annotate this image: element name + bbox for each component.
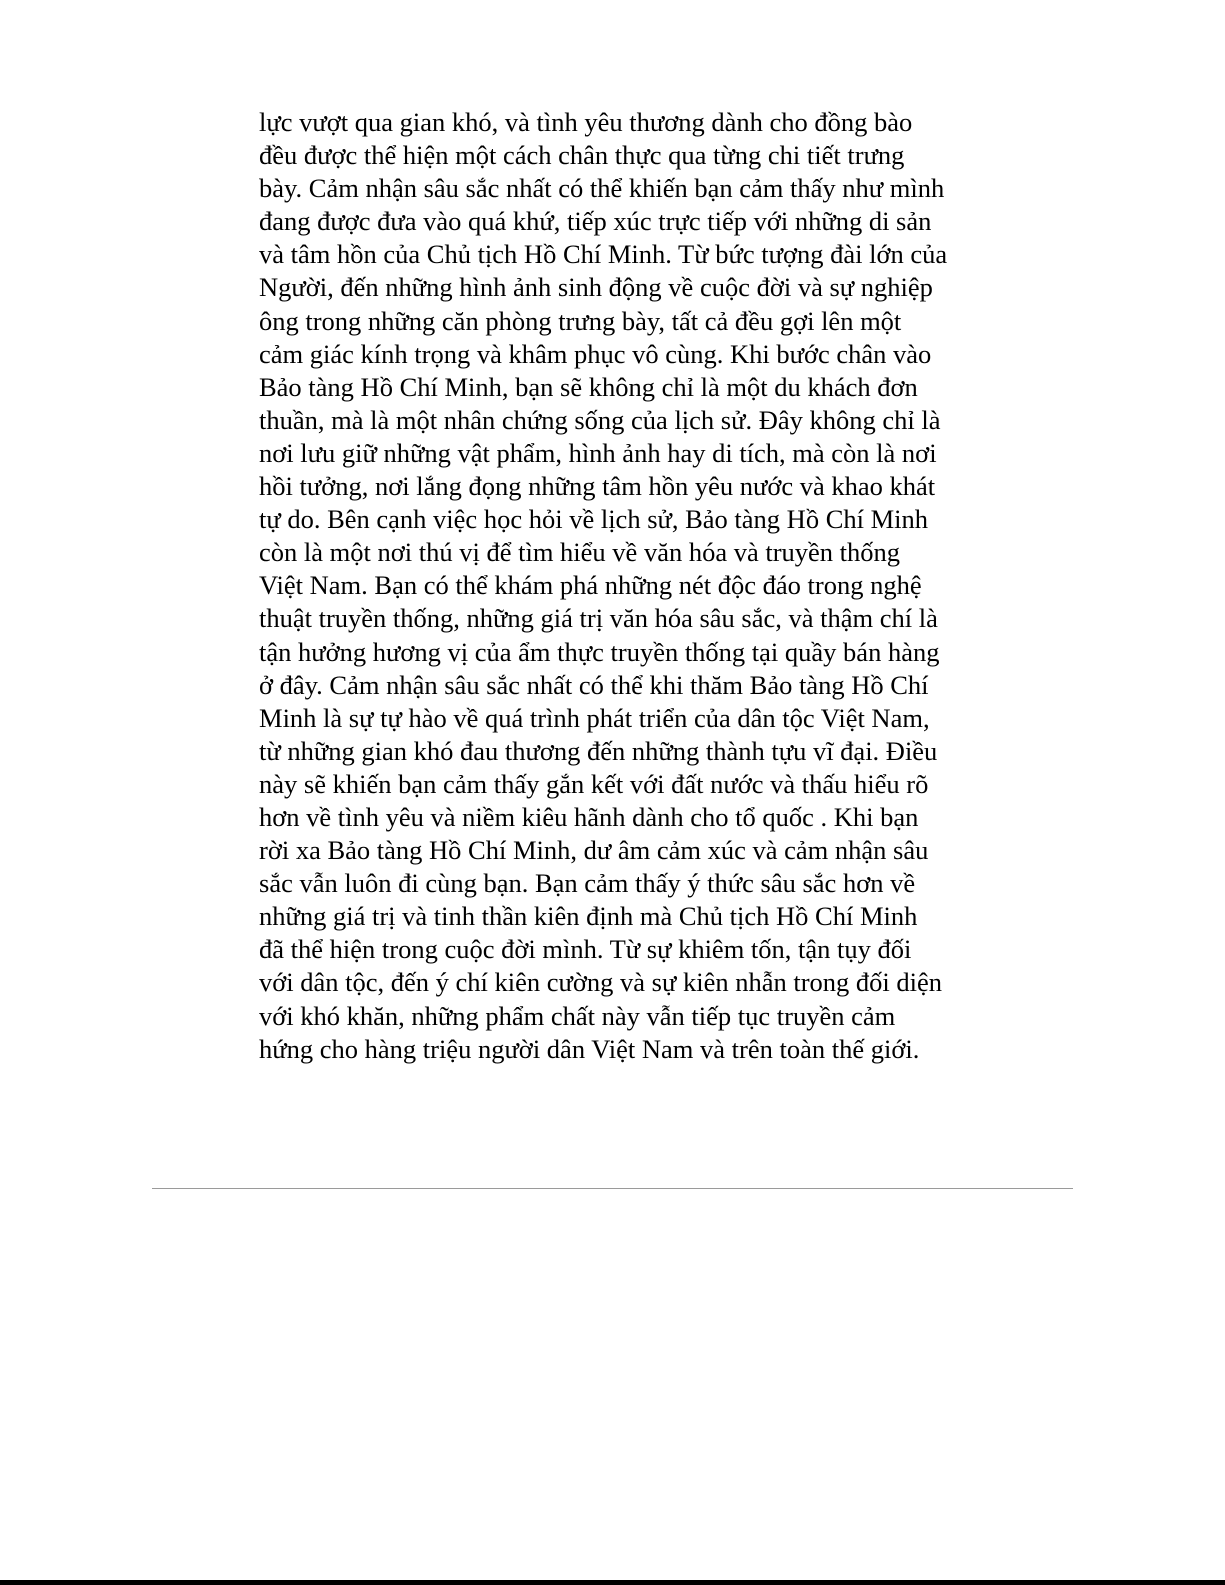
text-line: từ những gian khó đau thương đến những thành tựu vĩ đại. Điều bbox=[259, 735, 938, 766]
text-line: với khó khăn, những phẩm chất này vẫn tiếp tục truyền cảm bbox=[259, 1000, 896, 1031]
text-line: rời xa Bảo tàng Hồ Chí Minh, dư âm cảm xúc và cảm nhận sâu bbox=[259, 835, 929, 866]
text-line: hồi tưởng, nơi lắng đọng những tâm hồn yêu nước và khao khát bbox=[259, 471, 936, 502]
text-line: hứng cho hàng triệu người dân Việt Nam và trên toàn thế giới. bbox=[259, 1033, 920, 1064]
text-line: ông trong những căn phòng trưng bày, tất cả đều gợi lên một bbox=[259, 305, 902, 336]
bottom-edge-bar bbox=[0, 1580, 1225, 1585]
text-line: Việt Nam. Bạn có thể khám phá những nét độc đáo trong nghệ bbox=[259, 570, 922, 601]
text-line: đều được thể hiện một cách chân thực qua từng chi tiết trưng bbox=[259, 140, 905, 171]
text-line: ở đây. Cảm nhận sâu sắc nhất có thể khi thăm Bảo tàng Hồ Chí bbox=[259, 669, 929, 700]
text-line: thuật truyền thống, những giá trị văn hóa sâu sắc, và thậm chí là bbox=[259, 603, 938, 634]
text-line: nơi lưu giữ những vật phẩm, hình ảnh hay di tích, mà còn là nơi bbox=[259, 437, 937, 468]
text-line: lực vượt qua gian khó, và tình yêu thương dành cho đồng bào bbox=[259, 107, 913, 137]
text-line: đã thể hiện trong cuộc đời mình. Từ sự khiêm tốn, tận tụy đối bbox=[259, 934, 912, 965]
page-divider bbox=[152, 1188, 1073, 1189]
text-line: Người, đến những hình ảnh sinh động về cuộc đời và sự nghiệp bbox=[259, 272, 933, 303]
text-line: Bảo tàng Hồ Chí Minh, bạn sẽ không chỉ là một du khách đơn bbox=[259, 371, 918, 402]
text-line: Minh là sự tự hào về quá trình phát triển của dân tộc Việt Nam, bbox=[259, 702, 930, 733]
text-line: cảm giác kính trọng và khâm phục vô cùng. Khi bước chân vào bbox=[259, 338, 932, 369]
text-line: thuần, mà là một nhân chứng sống của lịch sử. Đây không chỉ là bbox=[259, 404, 941, 435]
text-line: với dân tộc, đến ý chí kiên cường và sự kiên nhẫn trong đối diện bbox=[259, 967, 943, 998]
text-line: bày. Cảm nhận sâu sắc nhất có thể khiến bạn cảm thấy như mình bbox=[259, 173, 945, 204]
text-line: những giá trị và tinh thần kiên định mà Chủ tịch Hồ Chí Minh bbox=[259, 901, 918, 932]
text-line: tự do. Bên cạnh việc học hỏi về lịch sử, Bảo tàng Hồ Chí Minh bbox=[259, 504, 929, 535]
text-line: tận hưởng hương vị của ẩm thực truyền thống tại quầy bán hàng bbox=[259, 636, 940, 667]
body-paragraph bbox=[259, 106, 979, 1066]
text-line: và tâm hồn của Chủ tịch Hồ Chí Minh. Từ bức tượng đài lớn của bbox=[259, 239, 948, 270]
text-line: đang được đưa vào quá khứ, tiếp xúc trực tiếp với những di sản bbox=[259, 206, 932, 237]
text-line: hơn về tình yêu và niềm kiêu hãnh dành cho tổ quốc . Khi bạn bbox=[259, 801, 919, 832]
text-line: này sẽ khiến bạn cảm thấy gắn kết với đất nước và thấu hiểu rõ bbox=[259, 768, 929, 799]
text-line: còn là một nơi thú vị để tìm hiểu về văn hóa và truyền thống bbox=[259, 537, 901, 568]
text-line: sắc vẫn luôn đi cùng bạn. Bạn cảm thấy ý thức sâu sắc hơn về bbox=[259, 868, 916, 899]
